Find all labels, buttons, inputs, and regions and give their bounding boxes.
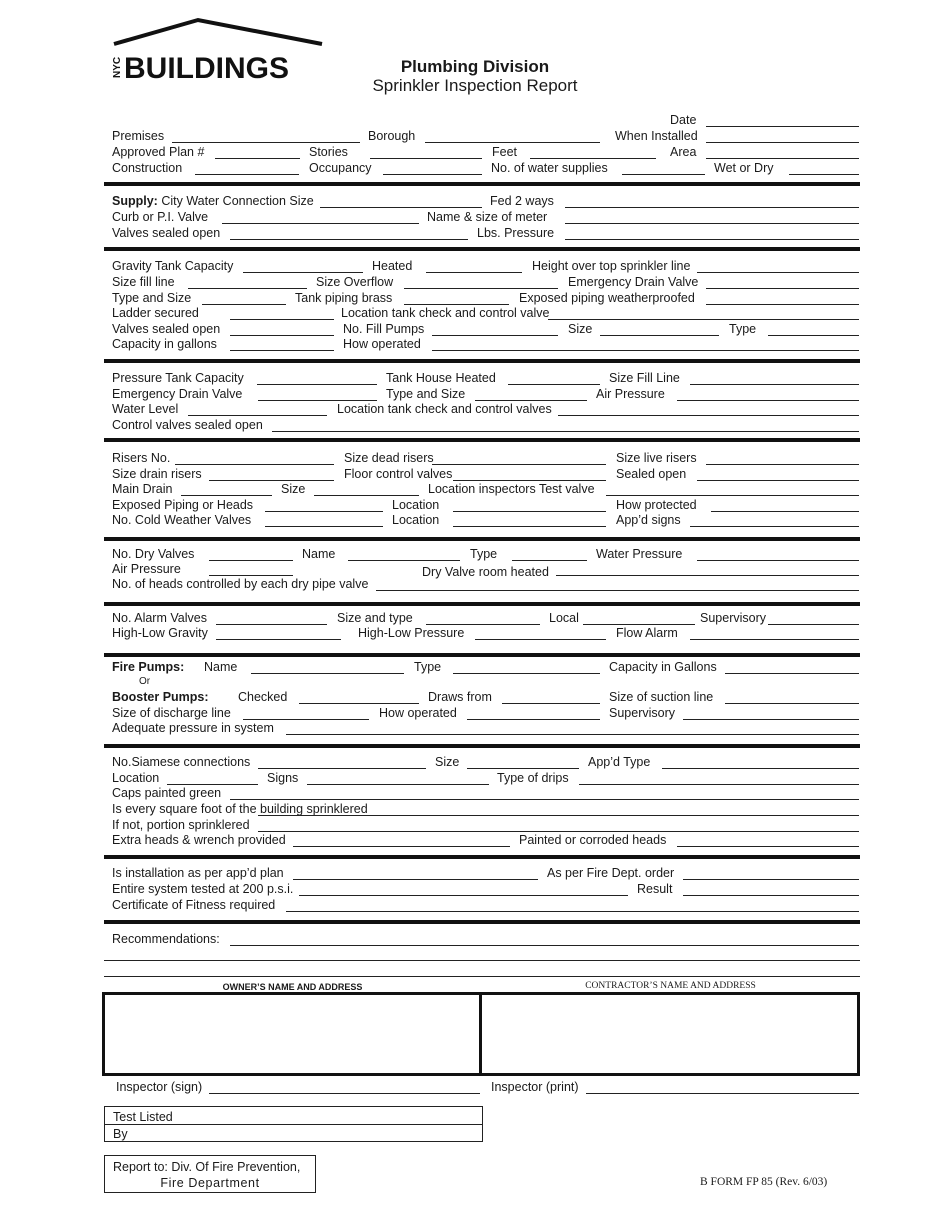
extra-heads-field[interactable] — [293, 846, 510, 847]
fire-pumps-label: Fire Pumps: — [112, 660, 185, 674]
size-overflow-field[interactable] — [404, 288, 558, 289]
pump-name-field[interactable] — [251, 673, 404, 674]
alarm-supervisory-field[interactable] — [768, 624, 859, 625]
pump-type-field[interactable] — [453, 673, 600, 674]
inspector-sign-label: Inspector (sign) — [116, 1080, 203, 1094]
borough-label: Borough — [368, 129, 416, 143]
pump-supervisory-field[interactable] — [683, 719, 859, 720]
draws-from-field[interactable] — [502, 703, 600, 704]
siamese-field[interactable] — [258, 768, 426, 769]
water-supplies-field[interactable] — [622, 174, 705, 175]
risers-size-field[interactable] — [314, 495, 419, 496]
dry-air-pressure-field[interactable] — [209, 575, 293, 576]
dry-name-label: Name — [302, 547, 336, 561]
area-label: Area — [670, 145, 697, 159]
by-label: By — [113, 1127, 128, 1141]
division-title: Plumbing Division — [400, 57, 550, 76]
caps-label: Caps painted green — [112, 786, 222, 800]
wet-or-dry-label: Wet or Dry — [714, 161, 774, 175]
alarm-size-type-field[interactable] — [426, 624, 540, 625]
water-level-label: Water Level — [112, 402, 179, 416]
dead-risers-label: Size dead risers — [344, 451, 434, 465]
hl-pressure-field[interactable] — [475, 639, 606, 640]
floor-control-field[interactable] — [453, 480, 606, 481]
ladder-field[interactable] — [230, 319, 334, 320]
adequate-pressure-label: Adequate pressure in system — [112, 721, 274, 735]
water-supplies-label: No. of water supplies — [491, 161, 608, 175]
date-field[interactable] — [706, 126, 859, 127]
gravity-how-operated-label: How operated — [343, 337, 421, 351]
pressure-type-size-field[interactable] — [475, 400, 587, 401]
feet-field[interactable] — [530, 158, 656, 159]
logo-wordmark: BUILDINGS — [124, 52, 289, 82]
pressure-emergency-drain-field[interactable] — [258, 400, 377, 401]
area-field[interactable] — [706, 158, 859, 159]
hl-gravity-field[interactable] — [216, 639, 341, 640]
siamese-appd-type-label: App’d Type — [588, 755, 651, 769]
fire-dept-label: As per Fire Dept. order — [547, 866, 675, 880]
siamese-appd-type-field[interactable] — [662, 768, 859, 769]
test-valve-field[interactable] — [606, 495, 859, 496]
fill-pumps-field[interactable] — [432, 335, 558, 336]
occupancy-field[interactable] — [383, 174, 482, 175]
gravity-type-field[interactable] — [768, 335, 859, 336]
gravity-type-label: Type — [729, 322, 757, 336]
caps-field[interactable] — [230, 799, 859, 800]
section-divider — [104, 744, 860, 748]
siamese-location-label: Location — [112, 771, 160, 785]
appd-signs-field[interactable] — [690, 526, 859, 527]
borough-field[interactable] — [425, 142, 600, 143]
pressure-type-size-label: Type and Size — [386, 387, 466, 401]
stories-field[interactable] — [370, 158, 482, 159]
recommendations-field-2[interactable] — [104, 960, 860, 961]
per-plan-label: Is installation as per app’d plan — [112, 866, 284, 880]
gravity-how-operated-field[interactable] — [432, 350, 859, 351]
premises-field[interactable] — [172, 142, 360, 143]
drips-label: Type of drips — [497, 771, 569, 785]
main-drain-field[interactable] — [181, 495, 272, 496]
adequate-pressure-field[interactable] — [286, 734, 859, 735]
logo-nyc: NYC — [112, 56, 123, 78]
construction-field[interactable] — [195, 174, 299, 175]
section-divider — [104, 359, 860, 363]
inspector-print-field[interactable] — [586, 1093, 859, 1094]
section-divider — [104, 438, 860, 442]
control-sealed-label: Control valves sealed open — [112, 418, 263, 432]
gravity-heated-field[interactable] — [426, 272, 522, 273]
curb-valve-field[interactable] — [222, 223, 419, 224]
flow-alarm-field[interactable] — [690, 639, 859, 640]
cold-valves-label: No. Cold Weather Valves — [112, 513, 252, 527]
booster-pumps-label: Booster Pumps: — [112, 690, 209, 704]
room-heated-label: Dry Valve room heated — [422, 565, 549, 579]
floor-control-label: Floor control valves — [344, 467, 453, 481]
risers-location2-field[interactable] — [453, 526, 606, 527]
contractor-header: CONTRACTOR’S NAME AND ADDRESS — [585, 981, 756, 991]
report-title: Sprinkler Inspection Report — [372, 76, 578, 95]
section-divider — [104, 182, 860, 186]
checked-label: Checked — [238, 690, 288, 704]
alarm-supervisory-label: Supervisory — [700, 611, 766, 625]
appd-signs-label: App’d signs — [616, 513, 681, 527]
local-field[interactable] — [583, 624, 695, 625]
wet-or-dry-field[interactable] — [789, 174, 859, 175]
drips-field[interactable] — [579, 784, 859, 785]
inspector-print-label: Inspector (print) — [491, 1080, 579, 1094]
section-divider — [104, 537, 860, 541]
risers-no-field[interactable] — [175, 464, 334, 465]
report-to-line-1: Report to: Div. Of Fire Prevention, — [113, 1160, 301, 1174]
curb-valve-label: Curb or P.I. Valve — [112, 210, 209, 224]
fed-2-ways-label: Fed 2 ways — [490, 194, 554, 208]
approved-plan-field[interactable] — [215, 158, 300, 159]
construction-label: Construction — [112, 161, 183, 175]
recommendations-field-3[interactable] — [104, 976, 860, 977]
fire-dept-field[interactable] — [683, 879, 859, 880]
how-protected-label: How protected — [616, 498, 697, 512]
pressure-capacity-label: Pressure Tank Capacity — [112, 371, 244, 385]
drain-risers-field[interactable] — [209, 480, 334, 481]
result-field[interactable] — [683, 895, 859, 896]
piping-brass-label: Tank piping brass — [295, 291, 393, 305]
pressure-size-fill-label: Size Fill Line — [609, 371, 680, 385]
date-label: Date — [670, 113, 697, 127]
dry-valves-field[interactable] — [209, 560, 293, 561]
fed-2-ways-field[interactable] — [565, 207, 859, 208]
address-box-divider — [479, 992, 482, 1076]
gravity-valves-sealed-field[interactable] — [230, 335, 334, 336]
water-pressure-field[interactable] — [697, 560, 859, 561]
pump-how-operated-field[interactable] — [467, 719, 600, 720]
exposed-weatherproofed-label: Exposed piping weatherproofed — [519, 291, 695, 305]
pressure-capacity-field[interactable] — [257, 384, 377, 385]
gravity-size-field[interactable] — [600, 335, 719, 336]
meter-field[interactable] — [565, 223, 859, 224]
exposed-heads-field[interactable] — [265, 511, 383, 512]
piping-brass-field[interactable] — [404, 304, 509, 305]
meter-label: Name & size of meter — [427, 210, 548, 224]
form-number: B FORM FP 85 (Rev. 6/03) — [700, 1176, 828, 1188]
supply-valves-sealed-label: Valves sealed open — [112, 226, 221, 240]
alarm-valves-label: No. Alarm Valves — [112, 611, 207, 625]
sealed-open-field[interactable] — [697, 480, 859, 481]
certificate-field[interactable] — [286, 911, 859, 912]
risers-location-field[interactable] — [453, 511, 606, 512]
discharge-label: Size of discharge line — [112, 706, 231, 720]
fill-pumps-label: No. Fill Pumps — [343, 322, 425, 336]
how-protected-field[interactable] — [711, 511, 859, 512]
premises-label: Premises — [112, 129, 165, 143]
supply-valves-sealed-field[interactable] — [230, 239, 468, 240]
signs-field[interactable] — [307, 784, 489, 785]
test-listed-divider — [105, 1124, 482, 1125]
contractor-address-field[interactable] — [484, 996, 856, 1072]
pump-capacity-label: Capacity in Gallons — [609, 660, 717, 674]
risers-location2-label: Location — [392, 513, 440, 527]
lbs-pressure-field[interactable] — [565, 239, 859, 240]
flow-alarm-label: Flow Alarm — [616, 626, 678, 640]
gravity-heated-label: Heated — [372, 259, 413, 273]
room-heated-field[interactable] — [556, 575, 859, 576]
gravity-location-check-field[interactable] — [548, 319, 859, 320]
when-installed-field[interactable] — [706, 142, 859, 143]
inspector-sign-field[interactable] — [209, 1093, 480, 1094]
report-to-box — [104, 1155, 316, 1193]
stories-label: Stories — [309, 145, 348, 159]
discharge-field[interactable] — [243, 719, 369, 720]
dry-valves-label: No. Dry Valves — [112, 547, 195, 561]
local-label: Local — [549, 611, 579, 625]
hl-gravity-label: High-Low Gravity — [112, 626, 208, 640]
dead-risers-field[interactable] — [432, 464, 606, 465]
suction-field[interactable] — [725, 703, 859, 704]
test-listed-box — [104, 1106, 483, 1142]
water-pressure-label: Water Pressure — [596, 547, 683, 561]
pressure-location-check-label: Location tank check and control valves — [337, 402, 552, 416]
size-overflow-label: Size Overflow — [316, 275, 394, 289]
or-label: Or — [139, 676, 151, 687]
per-plan-field[interactable] — [293, 879, 538, 880]
gallons-field[interactable] — [230, 350, 334, 351]
occupancy-label: Occupancy — [309, 161, 372, 175]
dry-name-field[interactable] — [348, 560, 460, 561]
siamese-size-label: Size — [435, 755, 460, 769]
height-label: Height over top sprinkler line — [532, 259, 691, 273]
draws-from-label: Draws from — [428, 690, 492, 704]
supply-heading: Supply: City Water Connection Size — [112, 194, 314, 208]
dry-air-pressure-label: Air Pressure — [112, 562, 181, 576]
gravity-type-size-label: Type and Size — [112, 291, 192, 305]
buildings-logo — [108, 16, 330, 82]
gravity-size-fill-label: Size fill line — [112, 275, 175, 289]
exposed-weatherproofed-field[interactable] — [706, 304, 859, 305]
drain-risers-label: Size drain risers — [112, 467, 202, 481]
checked-field[interactable] — [299, 703, 419, 704]
pressure-air-label: Air Pressure — [596, 387, 665, 401]
pump-supervisory-label: Supervisory — [609, 706, 675, 720]
approved-plan-label: Approved Plan # — [112, 145, 205, 159]
siamese-label: No.Siamese connections — [112, 755, 251, 769]
water-level-field[interactable] — [188, 415, 327, 416]
risers-no-label: Risers No. — [112, 451, 171, 465]
portion-field[interactable] — [258, 831, 859, 832]
corroded-field[interactable] — [677, 846, 859, 847]
test-valve-label: Location inspectors Test valve — [428, 482, 595, 496]
siamese-location-field[interactable] — [167, 784, 258, 785]
gravity-size-label: Size — [568, 322, 593, 336]
section-divider — [104, 920, 860, 924]
heads-controlled-label: No. of heads controlled by each dry pipe valve — [112, 577, 369, 591]
feet-label: Feet — [492, 145, 518, 159]
pump-how-operated-label: How operated — [379, 706, 457, 720]
main-drain-label: Main Drain — [112, 482, 173, 496]
control-sealed-field[interactable] — [272, 431, 859, 432]
owner-address-field[interactable] — [106, 996, 477, 1072]
gravity-emergency-drain-label: Emergency Drain Valve — [568, 275, 699, 289]
exposed-heads-label: Exposed Piping or Heads — [112, 498, 254, 512]
pressure-location-check-field[interactable] — [558, 415, 859, 416]
gravity-capacity-label: Gravity Tank Capacity — [112, 259, 234, 273]
alarm-size-type-label: Size and type — [337, 611, 413, 625]
dry-type-field[interactable] — [512, 560, 587, 561]
suction-label: Size of suction line — [609, 690, 714, 704]
risers-location-label: Location — [392, 498, 440, 512]
gravity-type-size-field[interactable] — [202, 304, 286, 305]
recommendations-field-1[interactable] — [230, 945, 859, 946]
when-installed-label: When Installed — [615, 129, 698, 143]
gallons-label: Capacity in gallons — [112, 337, 217, 351]
pump-type-label: Type — [414, 660, 442, 674]
house-heated-field[interactable] — [508, 384, 600, 385]
gravity-capacity-field[interactable] — [243, 272, 363, 273]
city-water-field[interactable] — [320, 207, 482, 208]
ladder-label: Ladder secured — [112, 306, 199, 320]
pump-name-label: Name — [204, 660, 238, 674]
alarm-valves-field[interactable] — [216, 624, 327, 625]
section-divider — [104, 653, 860, 657]
cold-valves-field[interactable] — [265, 526, 383, 527]
house-heated-label: Tank House Heated — [386, 371, 496, 385]
recommendations-label: Recommendations: — [112, 932, 220, 946]
gravity-valves-sealed-label: Valves sealed open — [112, 322, 221, 336]
lbs-pressure-label: Lbs. Pressure — [477, 226, 555, 240]
dry-type-label: Type — [470, 547, 498, 561]
gravity-size-fill-field[interactable] — [188, 288, 307, 289]
owner-header: OWNER’S NAME AND ADDRESS — [222, 982, 363, 992]
sealed-open-label: Sealed open — [616, 467, 687, 481]
siamese-size-field[interactable] — [467, 768, 579, 769]
section-divider — [104, 602, 860, 606]
gravity-location-check-label: Location tank check and control valve — [341, 306, 550, 320]
height-field[interactable] — [697, 272, 859, 273]
signs-label: Signs — [267, 771, 299, 785]
live-risers-label: Size live risers — [616, 451, 697, 465]
heads-controlled-field[interactable] — [376, 590, 859, 591]
tested-label: Entire system tested at 200 p.s.i. — [112, 882, 294, 896]
risers-size-label: Size — [281, 482, 306, 496]
report-to-line-2: Fire Department — [160, 1176, 260, 1190]
test-listed-label: Test Listed — [113, 1110, 173, 1124]
gravity-emergency-drain-field[interactable] — [706, 288, 859, 289]
portion-label: If not, portion sprinklered — [112, 818, 250, 832]
pressure-emergency-drain-label: Emergency Drain Valve — [112, 387, 243, 401]
pump-capacity-field[interactable] — [725, 673, 859, 674]
every-foot-field[interactable] — [258, 815, 859, 816]
section-divider — [104, 247, 860, 251]
live-risers-field[interactable] — [706, 464, 859, 465]
pressure-size-fill-field[interactable] — [690, 384, 859, 385]
hl-pressure-label: High-Low Pressure — [358, 626, 465, 640]
every-foot-label: Is every square foot of the building sprinklered — [112, 802, 368, 816]
result-label: Result — [637, 882, 673, 896]
section-divider — [104, 855, 860, 859]
extra-heads-label: Extra heads & wrench provided — [112, 833, 286, 847]
certificate-label: Certificate of Fitness required — [112, 898, 276, 912]
corroded-label: Painted or corroded heads — [519, 833, 667, 847]
pressure-air-field[interactable] — [677, 400, 859, 401]
tested-field[interactable] — [299, 895, 628, 896]
